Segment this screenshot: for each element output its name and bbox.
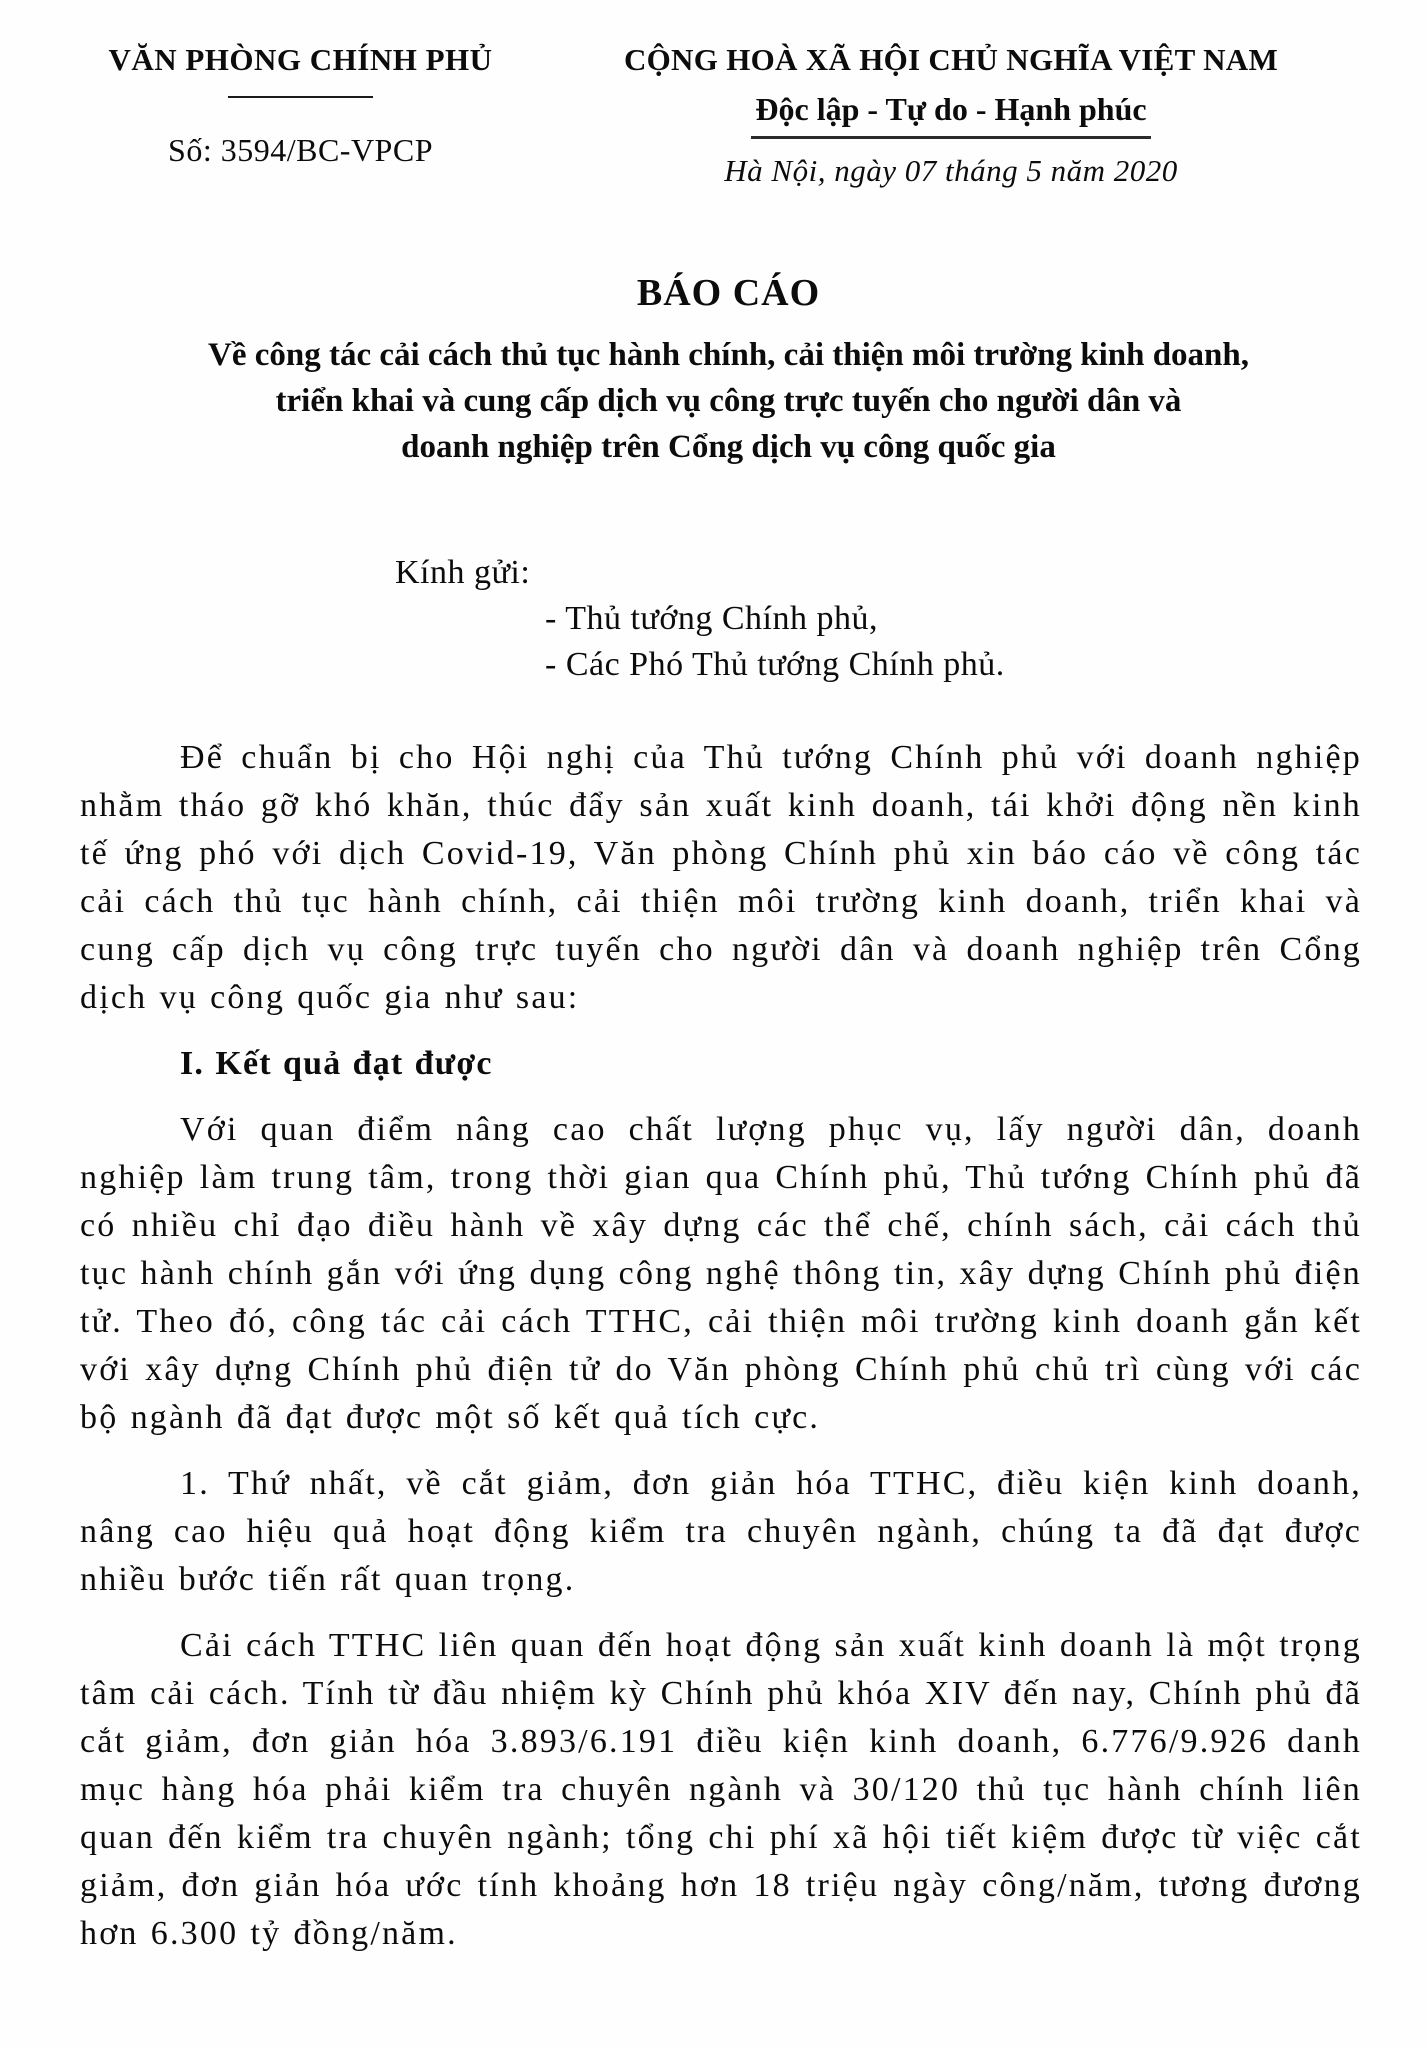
intro-paragraph: Để chuẩn bị cho Hội nghị của Thủ tướng Chính phủ với doanh nghiệp nhằm tháo gỡ khó khăn, thúc đẩy sản xuất kinh doanh, tái khởi động nền kinh tế ứng phó với dịch Covid-19, Văn phòng Chính phủ xin báo cáo về công tác cải cách thủ tục hành chính, cải thiện môi trường kinh doanh, triển khai và cung cấp dịch vụ công trực tuyến cho người dân và doanh nghiệp trên Cổng dịch vụ công quốc gia như sau: (80, 739, 1362, 1016)
document-body (0, 734, 1427, 1958)
salutation-block (0, 550, 1427, 688)
section-1-heading: I. Kết quả đạt được (180, 1045, 493, 1082)
report-subtitle-line-2: triển khai và cung cấp dịch vụ công trực tuyến cho người dân và (275, 383, 1182, 419)
issuing-agency-name: VĂN PHÒNG CHÍNH PHỦ (108, 42, 493, 77)
results-overview-paragraph: Với quan điểm nâng cao chất lượng phục vụ, lấy người dân, doanh nghiệp làm trung tâm, trong thời gian qua Chính phủ, Thủ tướng Chính phủ đã có nhiều chỉ đạo điều hành về xây dựng các thể chế, chính sách, cải cách thủ tục hành chính gắn với ứng dụng công nghệ thông tin, xây dựng Chính phủ điện tử. Theo đó, công tác cải cách TTHC, cải thiện môi trường kinh doanh gắn kết với xây dựng Chính phủ điện tử do Văn phòng Chính phủ chủ trì cùng với các bộ ngành đã đạt được một số kết quả tích cực. (80, 1111, 1362, 1436)
report-subtitle-line-3: doanh nghiệp trên Cổng dịch vụ công quốc gia (401, 429, 1056, 465)
report-subtitle (30, 332, 1427, 470)
salutation-label: Kính gửi: (395, 554, 531, 591)
agency-separator-rule (228, 96, 373, 98)
document-header (0, 40, 1427, 191)
recipient-line-2: - Các Phó Thủ tướng Chính phủ. (545, 646, 1005, 683)
document-number: Số: 3594/BC-VPCP (168, 132, 433, 168)
issuing-agency-block (68, 40, 533, 170)
report-title: BÁO CÁO (636, 272, 821, 314)
national-title: CỘNG HOÀ XÃ HỘI CHỦ NGHĨA VIỆT NAM (623, 42, 1279, 77)
recipient-line-1: - Thủ tướng Chính phủ, (545, 600, 878, 637)
national-header-block (533, 40, 1369, 191)
reform-detail-paragraph: Cải cách TTHC liên quan đến hoạt động sản xuất kinh doanh là một trọng tâm cải cách. Tính từ đầu nhiệm kỳ Chính phủ khóa XIV đến nay, Chính phủ đã cắt giảm, đơn giản hóa 3.893/6.191 điều kiện kinh doanh, 6.776/9.926 danh mục hàng hóa phải kiểm tra chuyên ngành và 30/120 thủ tục hành chính liên quan đến kiểm tra chuyên ngành; tổng chi phí xã hội tiết kiệm được từ việc cắt giảm, đơn giản hóa ước tính khoảng hơn 18 triệu ngày công/năm, tương đương hơn 6.300 tỷ đồng/năm. (80, 1627, 1362, 1952)
recipient-list (395, 596, 1427, 688)
title-block (30, 269, 1427, 470)
motto-row (533, 80, 1369, 139)
place-and-date: Hà Nội, ngày 07 tháng 5 năm 2020 (724, 153, 1178, 188)
first-point-paragraph: 1. Thứ nhất, về cắt giảm, đơn giản hóa TTHC, điều kiện kinh doanh, nâng cao hiệu quả hoạt động kiểm tra chuyên ngành, chúng ta đã đạt được nhiều bước tiến rất quan trọng. (80, 1465, 1362, 1598)
report-subtitle-line-1: Về công tác cải cách thủ tục hành chính, cải thiện môi trường kinh doanh, (207, 337, 1250, 373)
national-motto: Độc lập - Tự do - Hạnh phúc (751, 89, 1150, 139)
